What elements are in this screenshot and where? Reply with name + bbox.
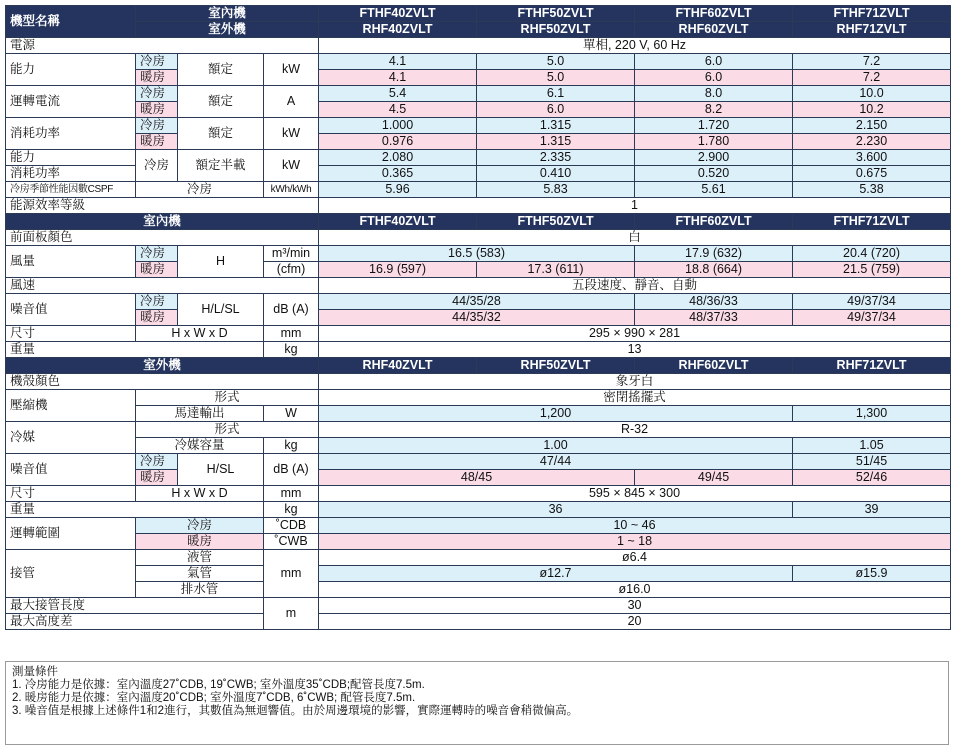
row-power-source (6, 38, 951, 54)
unit-label: kg (264, 438, 319, 454)
hsl-label: H/SL (178, 454, 264, 486)
row-pipe-drain (6, 582, 951, 598)
row-indoor-weight (6, 342, 951, 358)
outdoor-model: RHF60ZVLT (635, 22, 793, 38)
indoor-model: FTHF71ZVLT (793, 6, 951, 22)
value-cell: 18.8 (664) (635, 262, 793, 278)
unit-label: A (264, 86, 319, 118)
value-cell: 1.315 (477, 134, 635, 150)
unit-label: kWh/kWh (264, 182, 319, 198)
value-cell: 48/37/33 (635, 310, 793, 326)
cspf-label: 冷房季節性能因數CSPF (6, 182, 136, 198)
value-cell: 0.675 (793, 166, 951, 182)
value-cell: 10.0 (793, 86, 951, 102)
value-cell: 4.1 (319, 70, 477, 86)
value-cell: 52/46 (793, 470, 951, 486)
power-source-label: 電源 (6, 38, 319, 54)
rated-label: 額定 (178, 118, 264, 150)
heating-label: 暖房 (136, 470, 178, 486)
value-cell: 30 (319, 598, 951, 614)
row-panel-color (6, 230, 951, 246)
value-cell: 5.0 (477, 54, 635, 70)
cooling-label: 冷房 (136, 182, 264, 198)
row-efficiency (6, 198, 951, 214)
value-cell: 5.83 (477, 182, 635, 198)
value-cell: 47/44 (319, 454, 793, 470)
indoor-model: FTHF50ZVLT (477, 214, 635, 230)
value-cell: 5.4 (319, 86, 477, 102)
value-cell: 39 (793, 502, 951, 518)
value-cell: 16.5 (583) (319, 246, 635, 262)
value-cell: 48/45 (319, 470, 635, 486)
value-cell: 16.9 (597) (319, 262, 477, 278)
half-power-label: 消耗功率 (6, 166, 136, 182)
value-cell: 36 (319, 502, 793, 518)
indoor-model: FTHF60ZVLT (635, 6, 793, 22)
current-label: 運轉電流 (6, 86, 136, 118)
value-cell: 51/45 (793, 454, 951, 470)
row-pipe-gas (6, 566, 951, 582)
max-height-label: 最大高度差 (6, 614, 264, 630)
heating-label: 暖房 (136, 134, 178, 150)
motor-output-label: 馬達輸出 (136, 406, 264, 422)
heating-label: 暖房 (136, 70, 178, 86)
cooling-label: 冷房 (136, 454, 178, 470)
value-cell: 1.05 (793, 438, 951, 454)
row-airflow-cool (6, 246, 951, 262)
row-outdoor-dims (6, 486, 951, 502)
value-cell: 6.0 (635, 54, 793, 70)
outdoor-model: RHF71ZVLT (793, 22, 951, 38)
value-cell: 595 × 845 × 300 (319, 486, 951, 502)
row-max-height (6, 614, 951, 630)
unit-label: W (264, 406, 319, 422)
type-label: 形式 (136, 390, 319, 406)
panel-color-label: 前面板顏色 (6, 230, 319, 246)
weight-label: 重量 (6, 502, 264, 518)
value-cell: 密閉搖擺式 (319, 390, 951, 406)
note-item: 2. 暖房能力是依據：室內溫度20˚CDB; 室外溫度7˚CDB, 6˚CWB; 配管長度7.5m. (12, 692, 416, 704)
unit-label: ˚CWB (264, 534, 319, 550)
unit-label: (cfm) (264, 262, 319, 278)
value-cell: 1,200 (319, 406, 793, 422)
cooling-label: 冷房 (136, 86, 178, 102)
row-half-capacity (6, 150, 951, 166)
unit-label: mm (264, 326, 319, 342)
outdoor-model: RHF40ZVLT (319, 22, 477, 38)
value-cell: 4.5 (319, 102, 477, 118)
outdoor-model: RHF40ZVLT (319, 358, 477, 374)
drain-pipe-label: 排水管 (136, 582, 264, 598)
noise-label: 噪音值 (6, 454, 136, 486)
power-consumption-label: 消耗功率 (6, 118, 136, 150)
value-cell: 17.9 (632) (635, 246, 793, 262)
header-row-indoor (6, 6, 951, 22)
value-cell: 6.0 (477, 102, 635, 118)
outdoor-unit-header: 室外機 (136, 22, 319, 38)
outdoor-model: RHF71ZVLT (793, 358, 951, 374)
row-fan-speed (6, 278, 951, 294)
value-cell: 3.600 (793, 150, 951, 166)
value-cell: 10 ~ 46 (319, 518, 951, 534)
indoor-section-title: 室內機 (6, 214, 319, 230)
note-item: 1. 冷房能力是依據：室內溫度27˚CDB, 19˚CWB; 室外溫度35˚CDB;配管長度7.5m. (12, 679, 425, 691)
value-cell: 13 (319, 342, 951, 358)
row-capacity-cool (6, 54, 951, 70)
value-cell: 295 × 990 × 281 (319, 326, 951, 342)
liquid-pipe-label: 液管 (136, 550, 264, 566)
unit-label: kW (264, 54, 319, 86)
value-cell: 1.00 (319, 438, 793, 454)
value-cell: 0.976 (319, 134, 477, 150)
value-cell: ø12.7 (319, 566, 793, 582)
value-cell: 1.720 (635, 118, 793, 134)
unit-label: dB (A) (264, 294, 319, 326)
unit-label: dB (A) (264, 454, 319, 486)
value-cell: 1 ~ 18 (319, 534, 951, 550)
hlsl-label: H/L/SL (178, 294, 264, 326)
value-cell: 4.1 (319, 54, 477, 70)
casing-color-value: 象牙白 (319, 374, 951, 390)
unit-label: mm (264, 550, 319, 598)
half-capacity-label: 能力 (6, 150, 136, 166)
refrigerant-label: 冷媒 (6, 422, 136, 454)
row-indoor-noise-heat (6, 310, 951, 326)
value-cell: 1.780 (635, 134, 793, 150)
row-cspf (6, 182, 951, 198)
outdoor-section-row (6, 358, 951, 374)
value-cell: 6.1 (477, 86, 635, 102)
fan-speed-label: 風速 (6, 278, 319, 294)
cooling-label: 冷房 (136, 246, 178, 262)
value-cell: 20.4 (720) (793, 246, 951, 262)
value-cell: 44/35/32 (319, 310, 635, 326)
value-cell: 8.0 (635, 86, 793, 102)
row-pipe-liquid (6, 550, 951, 566)
airflow-label: 風量 (6, 246, 136, 278)
value-cell: 8.2 (635, 102, 793, 118)
unit-label: ˚CDB (264, 518, 319, 534)
value-cell: 6.0 (635, 70, 793, 86)
value-cell: 5.38 (793, 182, 951, 198)
outdoor-section-title: 室外機 (6, 358, 319, 374)
row-capacity-heat (6, 70, 951, 86)
value-cell: 1,300 (793, 406, 951, 422)
value-cell: 20 (319, 614, 951, 630)
outdoor-model: RHF60ZVLT (635, 358, 793, 374)
piping-label: 接管 (6, 550, 136, 598)
indoor-model: FTHF50ZVLT (477, 6, 635, 22)
row-outdoor-noise-cool (6, 454, 951, 470)
outdoor-model: RHF50ZVLT (477, 22, 635, 38)
row-current-heat (6, 102, 951, 118)
value-cell: 44/35/28 (319, 294, 635, 310)
value-cell: ø15.9 (793, 566, 951, 582)
value-cell: 0.410 (477, 166, 635, 182)
value-cell: 2.150 (793, 118, 951, 134)
unit-label: mm (264, 486, 319, 502)
value-cell: 2.335 (477, 150, 635, 166)
value-cell: 1.000 (319, 118, 477, 134)
rated-label: 額定 (178, 86, 264, 118)
row-casing-color (6, 374, 951, 390)
row-current-cool (6, 86, 951, 102)
operating-range-label: 運轉範圍 (6, 518, 136, 550)
cooling-label: 冷房 (136, 294, 178, 310)
value-cell: 7.2 (793, 54, 951, 70)
value-cell: 0.520 (635, 166, 793, 182)
value-cell: R-32 (319, 422, 951, 438)
indoor-model: FTHF60ZVLT (635, 214, 793, 230)
compressor-label: 壓縮機 (6, 390, 136, 422)
rated-label: 額定 (178, 54, 264, 86)
value-cell: 5.61 (635, 182, 793, 198)
row-power-cool (6, 118, 951, 134)
dimensions-label: 尺寸 (6, 326, 136, 342)
value-cell: 49/45 (635, 470, 793, 486)
panel-color-value: 白 (319, 230, 951, 246)
h-label: H (178, 246, 264, 278)
efficiency-label: 能源效率等級 (6, 198, 319, 214)
casing-color-label: 機殼顏色 (6, 374, 319, 390)
row-outdoor-weight (6, 502, 951, 518)
outdoor-model: RHF50ZVLT (477, 358, 635, 374)
value-cell: 49/37/34 (793, 294, 951, 310)
row-outdoor-noise-heat (6, 470, 951, 486)
row-indoor-dims (6, 326, 951, 342)
indoor-model: FTHF40ZVLT (319, 214, 477, 230)
fan-speed-value: 五段速度、靜音、自動 (319, 278, 951, 294)
row-indoor-noise-cool (6, 294, 951, 310)
value-cell: 21.5 (759) (793, 262, 951, 278)
value-cell: 2.230 (793, 134, 951, 150)
unit-label: kW (264, 118, 319, 150)
value-cell: ø6.4 (319, 550, 951, 566)
indoor-model: FTHF40ZVLT (319, 6, 477, 22)
hwd-label: H x W x D (136, 326, 264, 342)
value-cell: 5.96 (319, 182, 477, 198)
indoor-section-row (6, 214, 951, 230)
weight-label: 重量 (6, 342, 264, 358)
value-cell: 2.080 (319, 150, 477, 166)
unit-label: kg (264, 342, 319, 358)
cooling-label: 冷房 (136, 518, 264, 534)
value-cell: 49/37/34 (793, 310, 951, 326)
type-label: 形式 (136, 422, 319, 438)
gas-pipe-label: 氣管 (136, 566, 264, 582)
heating-label: 暖房 (136, 102, 178, 118)
capacity-label: 能力 (6, 54, 136, 86)
heating-label: 暖房 (136, 262, 178, 278)
spec-table (5, 5, 951, 630)
value-cell: 7.2 (793, 70, 951, 86)
row-compressor-type (6, 390, 951, 406)
noise-label: 噪音值 (6, 294, 136, 326)
note-item: 3. 噪音值是根據上述條件1和2進行，其數值為無迴響值。由於周邊環境的影響，實際運轉時的噪音會稍微偏高。 (12, 705, 579, 717)
value-cell: 10.2 (793, 102, 951, 118)
value-cell: 0.365 (319, 166, 477, 182)
unit-label: kW (264, 150, 319, 182)
value-cell: 48/36/33 (635, 294, 793, 310)
unit-label: kg (264, 502, 319, 518)
measurement-notes (5, 661, 949, 745)
unit-label: m³/min (264, 246, 319, 262)
row-power-heat (6, 134, 951, 150)
indoor-unit-header: 室內機 (136, 6, 319, 22)
value-cell: 2.900 (635, 150, 793, 166)
cooling-label: 冷房 (136, 118, 178, 134)
row-airflow-heat (6, 262, 951, 278)
row-refrigerant-type (6, 422, 951, 438)
row-range-heat (6, 534, 951, 550)
header-row-outdoor (6, 22, 951, 38)
unit-label: m (264, 598, 319, 630)
value-cell: 5.0 (477, 70, 635, 86)
heating-label: 暖房 (136, 534, 264, 550)
value-cell: ø16.0 (319, 582, 951, 598)
indoor-model: FTHF71ZVLT (793, 214, 951, 230)
charge-label: 冷媒容量 (136, 438, 264, 454)
model-name-header: 機型名稱 (6, 6, 136, 38)
notes-title: 測量條件 (12, 666, 58, 678)
row-range-cool (6, 518, 951, 534)
rated-half-label: 額定半載 (178, 150, 264, 182)
power-source-value: 單相, 220 V, 60 Hz (319, 38, 951, 54)
value-cell: 1.315 (477, 118, 635, 134)
row-max-length (6, 598, 951, 614)
dimensions-label: 尺寸 (6, 486, 136, 502)
max-pipe-length-label: 最大接管長度 (6, 598, 264, 614)
row-compressor-motor (6, 406, 951, 422)
efficiency-value: 1 (319, 198, 951, 214)
hwd-label: H x W x D (136, 486, 264, 502)
value-cell: 17.3 (611) (477, 262, 635, 278)
cooling-label: 冷房 (136, 54, 178, 70)
cooling-label: 冷房 (136, 150, 178, 182)
row-refrigerant-charge (6, 438, 951, 454)
heating-label: 暖房 (136, 310, 178, 326)
